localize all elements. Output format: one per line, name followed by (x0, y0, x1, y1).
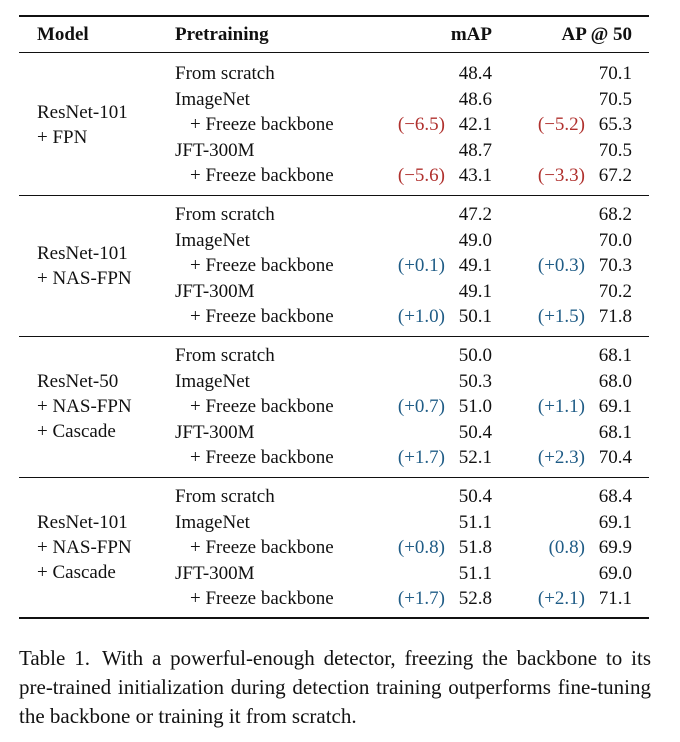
pretraining-cell: + Freeze backbone (190, 255, 334, 276)
ap-delta: (+0.3) (537, 255, 585, 276)
map-delta: (−6.5) (397, 114, 445, 135)
table-rule (19, 15, 649, 17)
map-delta: (+0.7) (397, 396, 445, 417)
pretraining-cell: + Freeze backbone (190, 165, 334, 186)
model-name-line: + Cascade (37, 562, 116, 584)
map-value: 42.1 (458, 114, 492, 135)
pretraining-cell: + Freeze backbone (190, 588, 334, 609)
pretraining-cell: From scratch (175, 486, 275, 507)
ap50-value: 68.0 (598, 370, 632, 392)
model-name-line: ResNet-50 (37, 371, 119, 393)
table-rule (19, 336, 649, 337)
map-delta: (+0.1) (397, 255, 445, 276)
ap50-value: 71.8 (598, 306, 632, 327)
map-delta: (+0.8) (397, 537, 445, 558)
pretraining-cell: From scratch (175, 204, 275, 225)
ap-delta: (+2.3) (537, 447, 585, 468)
ap50-value: 70.1 (598, 63, 632, 84)
pretraining-cell: JFT-300M (175, 562, 255, 584)
pretraining-cell: JFT-300M (175, 139, 255, 161)
map-value: 48.7 (458, 139, 492, 161)
ap50-value: 68.1 (598, 345, 632, 366)
pretraining-cell: JFT-300M (175, 280, 255, 302)
table-rule (19, 477, 649, 478)
pretraining-cell: + Freeze backbone (190, 114, 334, 135)
pretraining-cell: + Freeze backbone (190, 447, 334, 468)
model-name-line: + NAS-FPN (37, 537, 132, 559)
map-value: 47.2 (458, 204, 492, 225)
pretraining-cell: + Freeze backbone (190, 396, 334, 417)
model-name-line: ResNet-101 (37, 242, 128, 264)
model-name-line: + FPN (37, 126, 88, 148)
ap50-value: 70.0 (598, 229, 632, 251)
map-delta: (+1.0) (397, 306, 445, 327)
map-value: 50.1 (458, 306, 492, 327)
table-rule (19, 195, 649, 196)
ap-delta: (0.8) (548, 537, 585, 558)
header-model: Model (37, 24, 89, 45)
map-value: 50.0 (458, 345, 492, 366)
pretraining-cell: + Freeze backbone (190, 306, 334, 327)
map-value: 48.4 (458, 63, 492, 84)
map-delta: (−5.6) (397, 165, 445, 186)
header-ap50: AP @ 50 (561, 24, 632, 45)
ap50-value: 69.0 (598, 562, 632, 584)
ap-delta: (+1.1) (537, 396, 585, 417)
pretraining-cell: + Freeze backbone (190, 537, 334, 558)
ap50-value: 67.2 (598, 165, 632, 186)
model-name-line: + NAS-FPN (37, 267, 132, 289)
pretraining-cell: ImageNet (175, 229, 250, 251)
table-rule (19, 52, 649, 53)
pretraining-cell: From scratch (175, 63, 275, 84)
map-value: 51.1 (458, 511, 492, 533)
header-map: mAP (450, 24, 492, 45)
map-value: 50.3 (458, 370, 492, 392)
ap50-value: 70.3 (598, 255, 632, 276)
ap-delta: (−5.2) (537, 114, 585, 135)
ap50-value: 68.2 (598, 204, 632, 225)
ap50-value: 70.4 (598, 447, 632, 468)
map-value: 49.1 (458, 255, 492, 276)
ap50-value: 68.1 (598, 421, 632, 443)
ap50-value: 65.3 (598, 114, 632, 135)
header-pretraining: Pretraining (175, 24, 269, 45)
ap-delta: (+2.1) (537, 588, 585, 609)
ap50-value: 68.4 (598, 486, 632, 507)
ap50-value: 70.5 (598, 139, 632, 161)
ap50-value: 69.1 (598, 396, 632, 417)
ap-delta: (−3.3) (537, 165, 585, 186)
map-value: 48.6 (458, 88, 492, 110)
map-value: 50.4 (458, 421, 492, 443)
map-value: 51.1 (458, 562, 492, 584)
map-value: 50.4 (458, 486, 492, 507)
pretraining-cell: ImageNet (175, 511, 250, 533)
pretraining-cell: From scratch (175, 345, 275, 366)
map-value: 43.1 (458, 165, 492, 186)
ap50-value: 69.1 (598, 511, 632, 533)
pretraining-cell: JFT-300M (175, 421, 255, 443)
map-value: 49.0 (458, 229, 492, 251)
ap-delta: (+1.5) (537, 306, 585, 327)
map-value: 49.1 (458, 280, 492, 302)
map-value: 52.8 (458, 588, 492, 609)
ap50-value: 70.5 (598, 88, 632, 110)
table-caption (19, 644, 651, 731)
ap50-value: 70.2 (598, 280, 632, 302)
model-name-line: ResNet-101 (37, 101, 128, 123)
model-name-line: + NAS-FPN (37, 396, 132, 418)
model-name-line: ResNet-101 (37, 512, 128, 534)
map-delta: (+1.7) (397, 447, 445, 468)
pretraining-cell: ImageNet (175, 88, 250, 110)
map-value: 51.8 (458, 537, 492, 558)
caption-label: Table 1. (19, 646, 90, 670)
caption-text: With a powerful-enough detector, freezing the backbone to its pre-trained initialization during detection training outperforms fine-tuning the backbone or training it from scratch. (19, 646, 652, 728)
ap50-value: 69.9 (598, 537, 632, 558)
model-name-line: + Cascade (37, 421, 116, 443)
map-value: 52.1 (458, 447, 492, 468)
map-delta: (+1.7) (397, 588, 445, 609)
table-rule (19, 617, 649, 619)
ap50-value: 71.1 (598, 588, 632, 609)
map-value: 51.0 (458, 396, 492, 417)
pretraining-cell: ImageNet (175, 370, 250, 392)
